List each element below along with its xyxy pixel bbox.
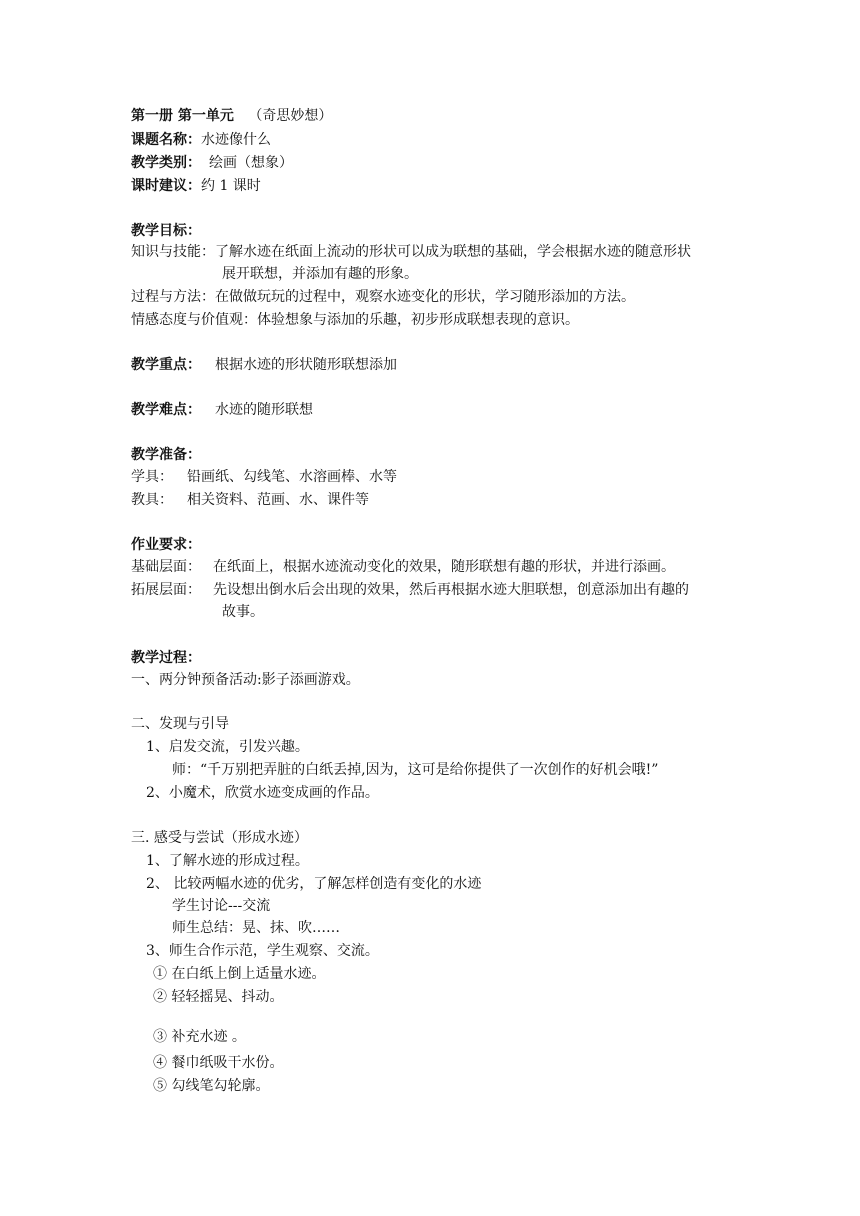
teacher-tools-line xyxy=(131,490,369,510)
process-part-3-item-3: 3、师生合作示范，学生观察、交流。 xyxy=(146,943,379,959)
process-part-3-item-2-sub-1: 学生讨论---交流 xyxy=(172,898,271,914)
hours-label: 课时建议： xyxy=(131,178,201,194)
lesson-title-value: 水迹像什么 xyxy=(201,132,271,148)
key-point-line xyxy=(131,355,397,375)
key-point-value: 根据水迹的形状随形联想添加 xyxy=(215,357,397,373)
difficulty-line xyxy=(131,400,313,420)
process-part-2: 二、发现与引导 xyxy=(131,716,229,732)
homework-basic-label: 基础层面： xyxy=(131,559,201,575)
demo-step-2: ② 轻轻摇晃、抖动。 xyxy=(153,989,284,1005)
emotion-label: 情感态度与价值观： xyxy=(131,312,257,328)
homework-extended-line xyxy=(131,580,689,600)
volume-line xyxy=(131,106,332,126)
process-part-3-item-1: 1、了解水迹的形成过程。 xyxy=(146,853,309,869)
process-method-line xyxy=(131,287,635,307)
teacher-quote: 师：“千万别把弄脏的白纸丢掉,因为，这可是给你提供了一次创作的好机会哦!” xyxy=(172,762,659,778)
difficulty-value: 水迹的随形联想 xyxy=(215,402,313,418)
demo-step-5: ⑤ 勾线笔勾轮廓。 xyxy=(153,1078,270,1094)
volume-theme: （奇思妙想） xyxy=(248,108,333,124)
volume-title: 第一册 第一单元 xyxy=(131,108,234,124)
lesson-title-label: 课题名称： xyxy=(131,132,201,148)
student-tools-line xyxy=(131,467,397,487)
emotion-value: 体验想象与添加的乐趣，初步形成联想表现的意识。 xyxy=(257,312,579,328)
hours-value: 约 1 课时 xyxy=(201,178,261,194)
knowledge-value: 了解水迹在纸面上流动的形状可以成为联想的基础，学会根据水迹的随意形状 xyxy=(215,244,691,260)
category-value: 绘画（想象） xyxy=(209,155,293,171)
process-part-2-item-1: 1、启发交流，引发兴趣。 xyxy=(146,739,309,755)
process-part-3-item-2: 2、 比较两幅水迹的优劣，了解怎样创造有变化的水迹 xyxy=(146,876,482,892)
homework-extended-label: 拓展层面： xyxy=(131,582,201,598)
knowledge-label: 知识与技能： xyxy=(131,244,215,260)
knowledge-line xyxy=(131,242,691,262)
process-part-3-item-2-sub-2: 师生总结：晃、抹、吹…… xyxy=(172,920,340,936)
process-part-2-item-2: 2、小魔术，欣赏水迹变成画的作品。 xyxy=(146,785,379,801)
teacher-tools-label: 教具： xyxy=(131,492,173,508)
homework-extended-line-2: 故事。 xyxy=(222,604,264,620)
homework-basic-line xyxy=(131,557,675,577)
category-line xyxy=(131,153,293,173)
process-part-1: 一、两分钟预备活动:影子添画游戏。 xyxy=(131,672,360,688)
student-tools-value: 铅画纸、勾线笔、水溶画棒、水等 xyxy=(187,469,397,485)
homework-basic-value: 在纸面上，根据水迹流动变化的效果，随形联想有趣的形状，并进行添画。 xyxy=(213,559,675,575)
lesson-title-line xyxy=(131,130,271,150)
process-method-label: 过程与方法： xyxy=(131,289,215,305)
objectives-heading: 教学目标： xyxy=(131,223,201,239)
category-label: 教学类别： xyxy=(131,155,201,171)
homework-extended-value: 先设想出倒水后会出现的效果，然后再根据水迹大胆联想，创意添加出有趣的 xyxy=(213,582,689,598)
hours-line xyxy=(131,176,261,196)
student-tools-label: 学具： xyxy=(131,469,173,485)
key-point-label: 教学重点： xyxy=(131,357,201,373)
demo-step-3: ③ 补充水迹 。 xyxy=(153,1029,246,1045)
difficulty-label: 教学难点： xyxy=(131,402,201,418)
demo-step-4: ④ 餐巾纸吸干水份。 xyxy=(153,1055,284,1071)
preparation-heading: 教学准备： xyxy=(131,447,201,463)
homework-heading: 作业要求： xyxy=(131,537,201,553)
teacher-tools-value: 相关资料、范画、水、课件等 xyxy=(187,492,369,508)
process-method-value: 在做做玩玩的过程中，观察水迹变化的形状，学习随形添加的方法。 xyxy=(215,289,635,305)
emotion-line xyxy=(131,310,579,330)
process-heading: 教学过程： xyxy=(131,650,201,666)
demo-step-1: ① 在白纸上倒上适量水迹。 xyxy=(153,966,326,982)
process-part-3: 三. 感受与尝试（形成水迹） xyxy=(131,830,308,846)
knowledge-line-2: 展开联想，并添加有趣的形象。 xyxy=(222,266,418,282)
